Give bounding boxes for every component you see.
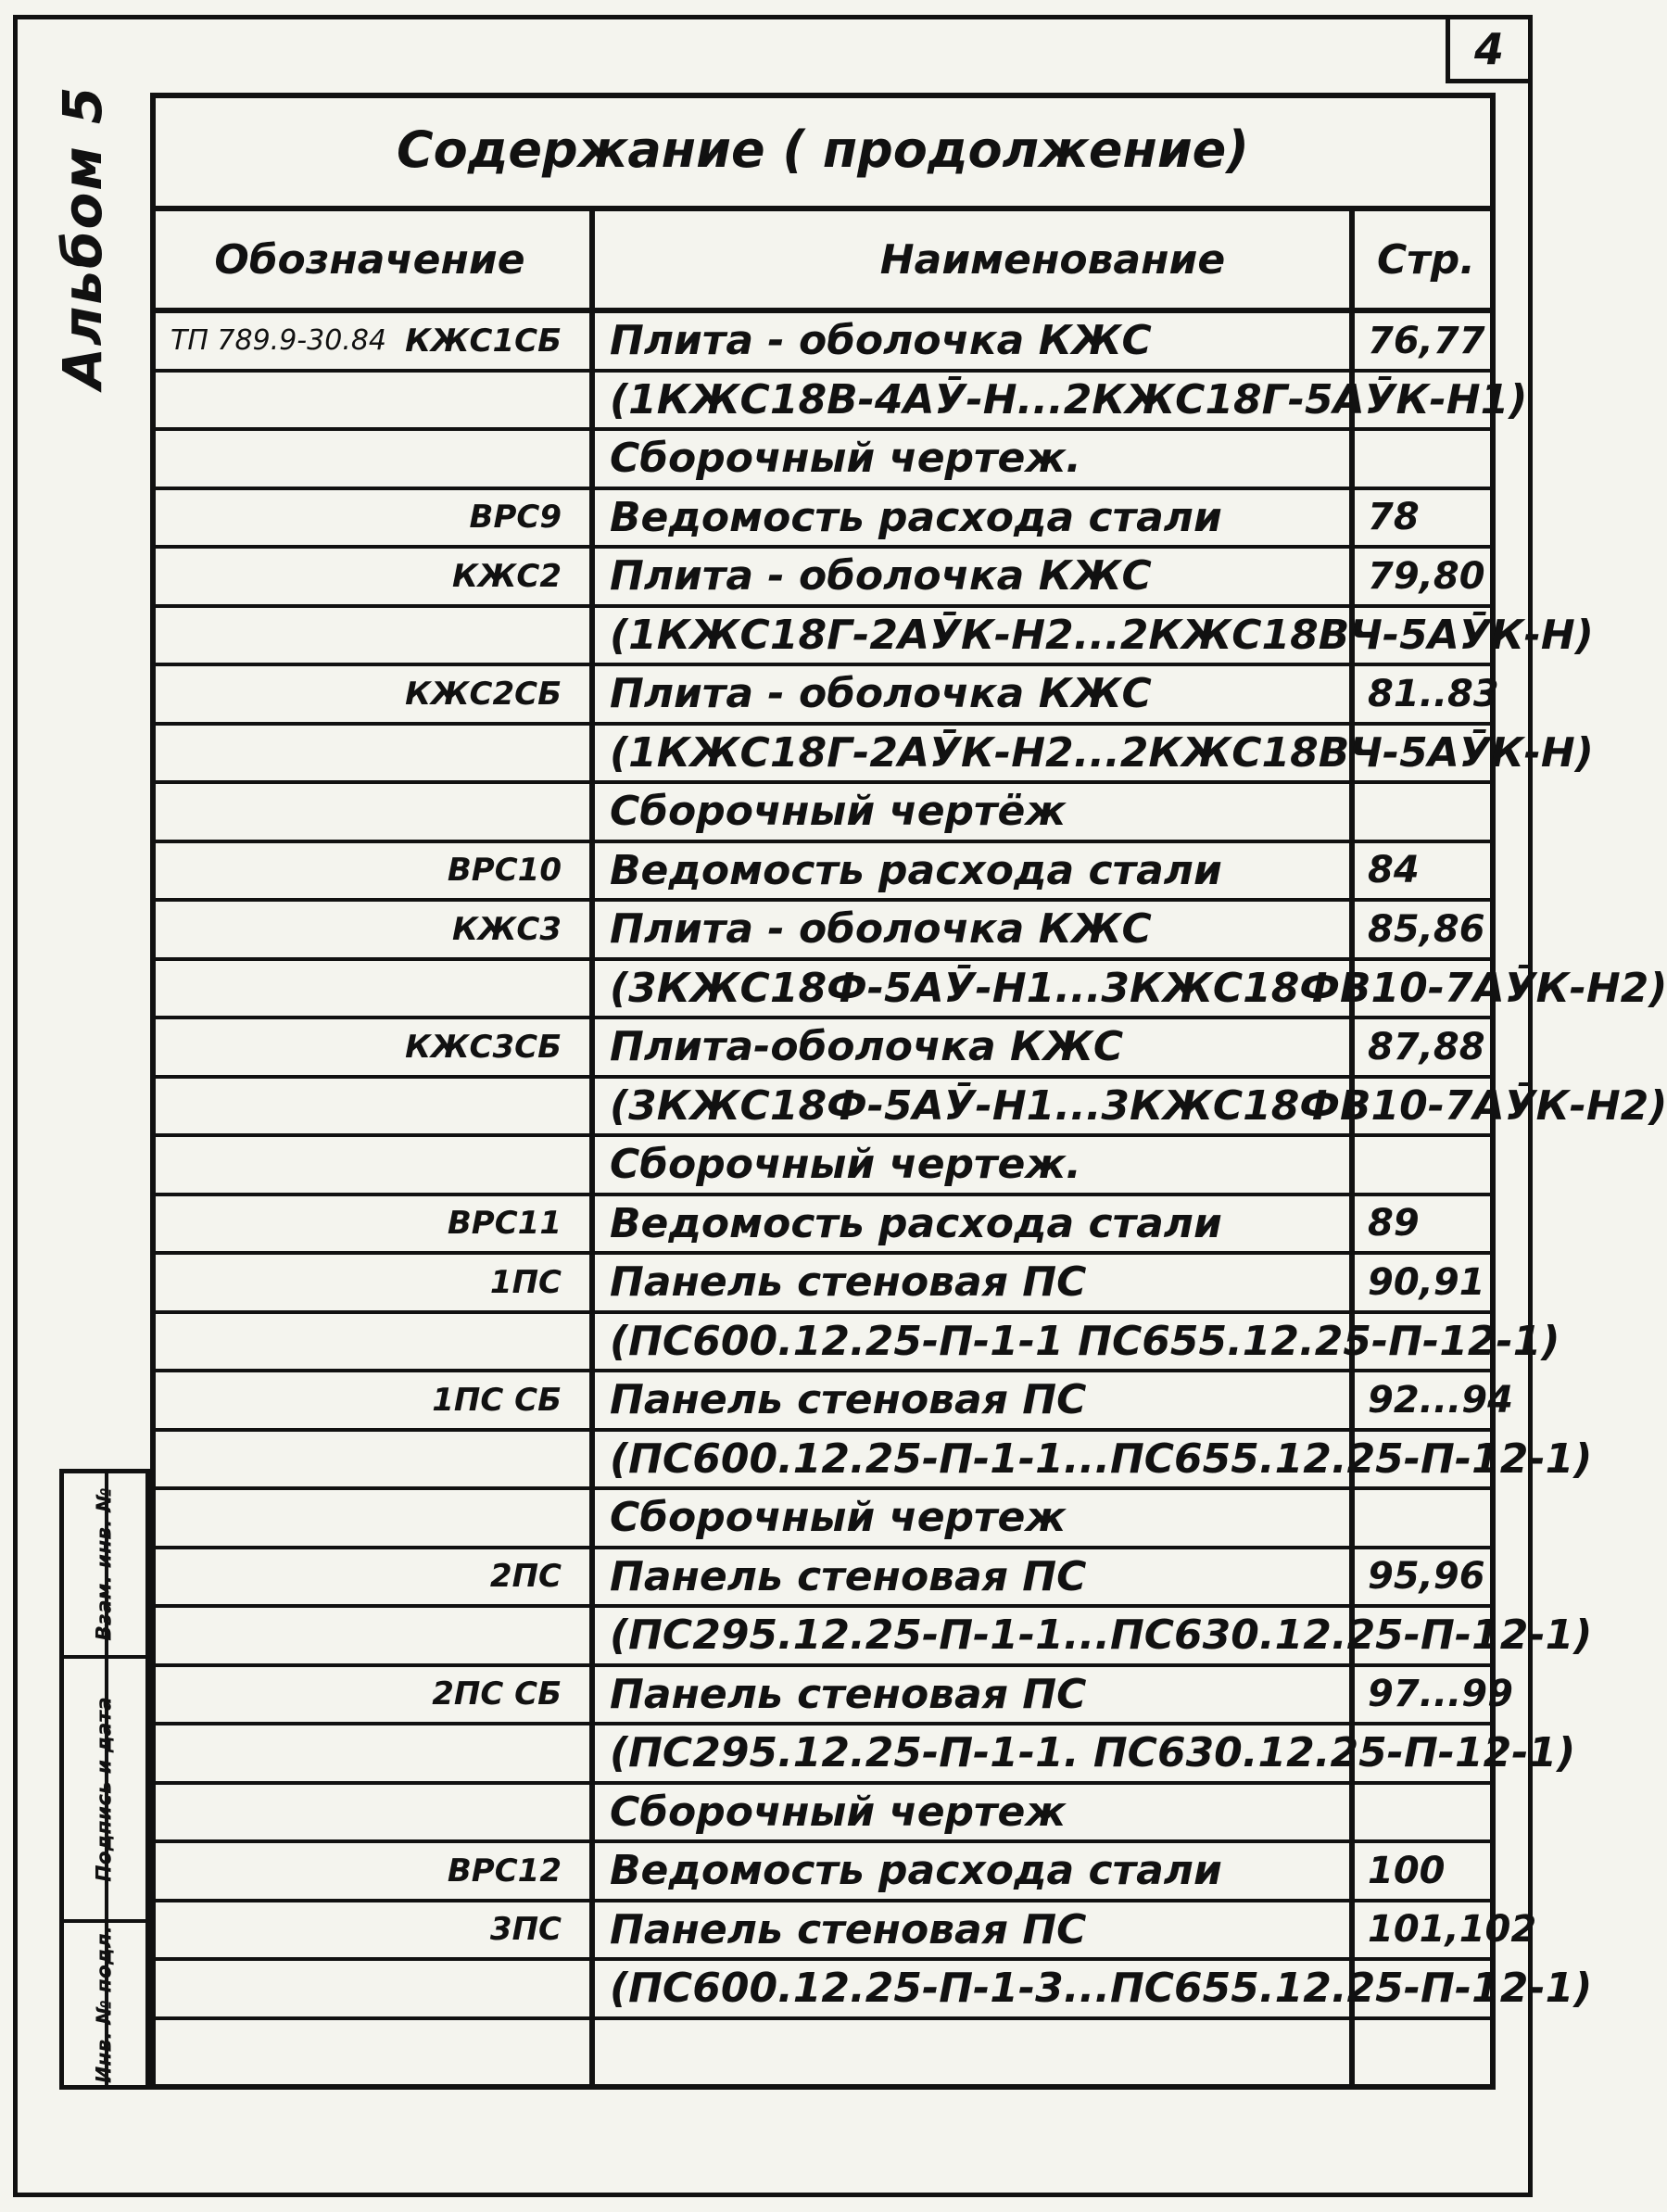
table-row [150,666,1499,726]
row-page: 90,91 [1368,1260,1485,1304]
table-title: Содержание ( продолжение) [150,93,1496,211]
row-name: Плита - оболочка КЖС [610,552,1152,600]
table-row [150,1961,1593,2020]
row-name: (1КЖС18В-4АӮ-Н...2КЖС18Г-5АӮК-Н1) [610,375,1528,423]
row-designation [150,1019,584,1075]
table-row [150,784,1496,843]
row-name: Плита-оболочка КЖС [610,1023,1124,1071]
stamp-cell-signature [64,1659,145,1923]
row-designation [150,1608,584,1663]
row-code: ВРС9 [469,499,562,537]
page-number: 4 [1446,15,1533,83]
row-page [1355,1079,1496,1134]
row-designation [150,1961,584,2016]
table-row [150,726,1594,785]
row-page [1355,608,1496,664]
header-name: Наименование [879,235,1226,284]
row-name: Панель стеновая ПС [610,1258,1087,1307]
row-page [1355,784,1496,840]
row-name: (1КЖС18Г-2АӮК-Н2...2КЖС18ВЧ-5АӮК-Н) [610,611,1594,659]
row-name: (ПС600.12.25-П-1-1 ПС655.12.25-П-12-1) [610,1317,1560,1365]
header-page: Стр. [1376,235,1475,284]
row-page: 85,86 [1368,907,1485,951]
row-code: КЖС1СБ [405,322,562,360]
stamp-cell-replacement [64,1473,145,1659]
table-row [150,313,1496,373]
table-row [150,1608,1593,1667]
row-page [1355,1725,1496,1781]
row-page: 81..83 [1368,672,1499,715]
table-row [150,1902,1537,1962]
row-page [1355,1490,1496,1546]
row-designation [150,666,584,722]
row-name: Ведомость расхода стали [610,493,1222,541]
row-designation [150,431,584,487]
row-code: ВРС11 [447,1205,562,1243]
row-code: ВРС12 [447,1852,562,1890]
row-page: 89 [1368,1202,1420,1245]
row-designation [150,843,584,899]
row-page [1355,961,1496,1017]
table-row [150,1725,1576,1785]
row-page: 79,80 [1368,554,1485,598]
margin-stamp [59,1469,150,2090]
row-name: Плита - оболочка КЖС [610,317,1152,365]
row-designation [150,726,584,781]
row-designation [150,902,584,957]
table-row [150,431,1496,490]
row-designation [150,1490,584,1546]
row-page [1355,373,1496,428]
table-row [150,1137,1496,1196]
row-name: Сборочный чертеж. [610,1141,1081,1189]
row-page: 76,77 [1368,319,1485,362]
row-name: (1КЖС18Г-2АӮК-Н2...2КЖС18ВЧ-5АӮК-Н) [610,728,1594,777]
table-row [150,1196,1496,1256]
row-name: (ПС600.12.25-П-1-1...ПС655.12.25-П-12-1) [610,1435,1593,1483]
row-name: (3КЖС18Ф-5АӮ-Н1...3КЖС18ФВ10-7АӮК-Н2) [610,1081,1667,1130]
row-designation [150,1137,584,1193]
table-row [150,1255,1496,1314]
row-name: Сборочный чертёж [610,788,1067,836]
row-page [1355,1432,1496,1487]
table-row [150,1314,1560,1373]
row-designation [150,373,584,428]
row-name: Сборочный чертеж [610,1494,1067,1542]
table-row [150,1549,1496,1609]
row-code: КЖС3 [451,910,562,948]
row-name: Сборочный чертеж [610,1788,1067,1836]
table-row [150,1490,1496,1549]
row-designation [150,784,584,840]
row-code: КЖС2 [451,557,562,595]
table-row [150,549,1496,608]
row-name: (ПС295.12.25-П-1-1. ПС630.12.25-П-12-1) [610,1729,1576,1777]
row-page [1355,1608,1496,1663]
table-row [150,1019,1496,1079]
table-row [150,1843,1496,1902]
row-name: (ПС295.12.25-П-1-1...ПС630.12.25-П-12-1) [610,1612,1593,1660]
row-page [1355,431,1496,487]
row-page [1355,1137,1496,1193]
row-name: (ПС600.12.25-П-1-3...ПС655.12.25-П-12-1) [610,1965,1593,2013]
row-name: Ведомость расхода стали [610,1847,1222,1895]
row-code: 2ПС СБ [432,1675,562,1713]
row-designation [150,1902,584,1958]
table-row [150,1372,1513,1432]
row-code: КЖС3СБ [405,1028,562,1066]
row-page [1355,1961,1496,2016]
row-code: 3ПС [489,1911,562,1949]
row-designation [150,1725,584,1781]
stamp-cell-inventory [64,1923,145,2085]
row-designation [150,1079,584,1134]
row-designation [150,1255,584,1310]
table-row [150,1432,1593,1491]
table-row [150,1667,1513,1726]
row-name: Ведомость расхода стали [610,846,1222,894]
row-designation [150,490,584,546]
table-row [150,490,1496,550]
table-row [150,902,1496,961]
row-name: Ведомость расхода стали [610,1199,1222,1247]
table-row [150,961,1667,1020]
header-designation: Обозначение [214,235,525,284]
table-row [150,1785,1496,1844]
album-label: Альбом 5 [51,84,114,389]
row-designation [150,549,584,604]
row-page: 100 [1368,1849,1446,1892]
row-designation [150,961,584,1017]
row-name: Панель стеновая ПС [610,1670,1087,1718]
row-page: 78 [1368,496,1420,539]
row-code: 1ПС [489,1263,562,1301]
row-code: ВРС10 [447,852,562,890]
table-header [150,211,1496,313]
row-designation [150,1549,584,1605]
row-page [1355,1314,1496,1370]
table-row [150,1079,1667,1138]
row-name: Панель стеновая ПС [610,1905,1087,1953]
row-name: (3КЖС18Ф-5АӮ-Н1...3КЖС18ФВ10-7АӮК-Н2) [610,964,1667,1012]
row-name: Панель стеновая ПС [610,1552,1087,1600]
row-page [1355,726,1496,781]
row-designation [150,1785,584,1840]
row-code: КЖС2СБ [405,675,562,713]
row-code: 1ПС СБ [432,1381,562,1419]
row-page: 87,88 [1368,1025,1485,1068]
row-name: Плита - оболочка КЖС [610,670,1152,718]
row-page: 101,102 [1368,1908,1537,1952]
row-page: 92...94 [1368,1378,1513,1422]
row-name: Сборочный чертеж. [610,435,1081,483]
row-designation [150,1843,584,1899]
row-page: 97...99 [1368,1673,1513,1716]
row-designation [150,1667,584,1723]
row-designation [150,1432,584,1487]
table-row [150,373,1528,432]
row-designation [150,1314,584,1370]
row-name: Панель стеновая ПС [610,1376,1087,1424]
row-page [1355,1785,1496,1840]
row-designation [150,1372,584,1428]
row-page: 95,96 [1368,1555,1485,1599]
table-row [150,843,1496,903]
stamp-label: Взам. инв. № [93,1487,117,1641]
row-series-prefix: ТП 789.9-30.84 [170,324,387,358]
stamp-label: Подпись и дата [93,1696,117,1882]
row-designation [150,1196,584,1252]
table-row [150,608,1594,667]
row-page: 84 [1368,849,1420,892]
row-designation [150,608,584,664]
row-name: Плита - оболочка КЖС [610,905,1152,954]
row-designation [150,313,584,369]
row-code: 2ПС [489,1558,562,1596]
stamp-label: Инв. № подл. [93,1925,117,2083]
